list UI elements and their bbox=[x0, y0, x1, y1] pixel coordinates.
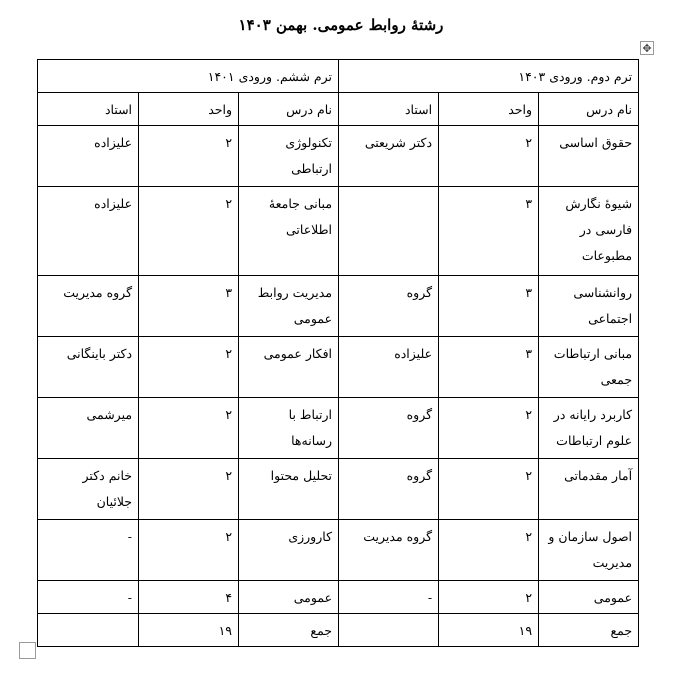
course-cell: افکار عمومی bbox=[239, 337, 339, 398]
units-cell: ۴ bbox=[139, 581, 239, 614]
course-cell: تحلیل محتوا bbox=[239, 459, 339, 520]
table-row bbox=[38, 276, 639, 337]
teacher-cell: علیزاده bbox=[38, 126, 139, 187]
units-cell: ۲ bbox=[439, 126, 539, 187]
totals-row bbox=[38, 614, 639, 647]
table-resize-handle-icon[interactable] bbox=[19, 642, 36, 659]
units-cell: ۲ bbox=[439, 520, 539, 581]
course-cell: مبانی جامعهٔ اطلاعاتی bbox=[239, 187, 339, 276]
column-header-row bbox=[38, 93, 639, 126]
term-6-header: ترم ششم. ورودی ۱۴۰۱ bbox=[38, 60, 339, 93]
total-label: جمع bbox=[539, 614, 639, 647]
teacher-cell: دکتر شریعتی bbox=[339, 126, 439, 187]
teacher-cell: - bbox=[38, 520, 139, 581]
empty-cell bbox=[38, 614, 139, 647]
course-cell: آمار مقدماتی bbox=[539, 459, 639, 520]
teacher-cell bbox=[339, 187, 439, 276]
term-6-total-units: ۱۹ bbox=[139, 614, 239, 647]
units-cell: ۲ bbox=[439, 459, 539, 520]
units-cell: ۳ bbox=[439, 276, 539, 337]
teacher-cell: - bbox=[339, 581, 439, 614]
units-cell: ۲ bbox=[439, 398, 539, 459]
course-cell: تکنولوژی ارتباطی bbox=[239, 126, 339, 187]
course-cell: روانشناسی اجتماعی bbox=[539, 276, 639, 337]
course-cell: اصول سازمان و مدیریت bbox=[539, 520, 639, 581]
term-header-row bbox=[38, 60, 639, 93]
course-cell: ارتباط با رسانه‌ها bbox=[239, 398, 339, 459]
table-row bbox=[38, 187, 639, 276]
table-row bbox=[38, 337, 639, 398]
units-cell: ۲ bbox=[139, 459, 239, 520]
course-cell: عمومی bbox=[539, 581, 639, 614]
document-title: رشتهٔ روابط عمومی. بهمن ۱۴۰۳ bbox=[238, 16, 444, 34]
header-teacher: استاد bbox=[38, 93, 139, 126]
units-cell: ۲ bbox=[139, 520, 239, 581]
units-cell: ۲ bbox=[139, 337, 239, 398]
teacher-cell: گروه مدیریت bbox=[339, 520, 439, 581]
teacher-cell: علیزاده bbox=[339, 337, 439, 398]
total-label: جمع bbox=[239, 614, 339, 647]
header-units: واحد bbox=[139, 93, 239, 126]
teacher-cell: دکتر باینگانی bbox=[38, 337, 139, 398]
course-cell: کارورزی bbox=[239, 520, 339, 581]
teacher-cell: میرشمی bbox=[38, 398, 139, 459]
table-move-handle-icon[interactable]: ✥ bbox=[640, 41, 654, 55]
course-cell: شیوهٔ نگارش فارسی در مطبوعات bbox=[539, 187, 639, 276]
teacher-cell: گروه bbox=[339, 459, 439, 520]
units-cell: ۲ bbox=[139, 398, 239, 459]
units-cell: ۳ bbox=[139, 276, 239, 337]
teacher-cell: خانم دکتر جلائیان bbox=[38, 459, 139, 520]
units-cell: ۳ bbox=[439, 337, 539, 398]
table-row bbox=[38, 581, 639, 614]
units-cell: ۲ bbox=[139, 187, 239, 276]
header-units: واحد bbox=[439, 93, 539, 126]
course-schedule-table bbox=[37, 59, 639, 647]
empty-cell bbox=[339, 614, 439, 647]
units-cell: ۲ bbox=[439, 581, 539, 614]
header-teacher: استاد bbox=[339, 93, 439, 126]
teacher-cell: - bbox=[38, 581, 139, 614]
table-row bbox=[38, 126, 639, 187]
course-cell: مبانی ارتباطات جمعی bbox=[539, 337, 639, 398]
course-cell: حقوق اساسی bbox=[539, 126, 639, 187]
header-course: نام درس bbox=[539, 93, 639, 126]
teacher-cell: گروه مدیریت bbox=[38, 276, 139, 337]
course-cell: عمومی bbox=[239, 581, 339, 614]
term-2-total-units: ۱۹ bbox=[439, 614, 539, 647]
course-cell: کاربرد رایانه در علوم ارتباطات bbox=[539, 398, 639, 459]
table-row bbox=[38, 459, 639, 520]
course-cell: مدیریت روابط عمومی bbox=[239, 276, 339, 337]
table-row bbox=[38, 520, 639, 581]
teacher-cell: گروه bbox=[339, 276, 439, 337]
teacher-cell: گروه bbox=[339, 398, 439, 459]
units-cell: ۳ bbox=[439, 187, 539, 276]
table-row bbox=[38, 398, 639, 459]
header-course: نام درس bbox=[239, 93, 339, 126]
teacher-cell: علیزاده bbox=[38, 187, 139, 276]
term-2-header: ترم دوم. ورودی ۱۴۰۳ bbox=[339, 60, 639, 93]
units-cell: ۲ bbox=[139, 126, 239, 187]
